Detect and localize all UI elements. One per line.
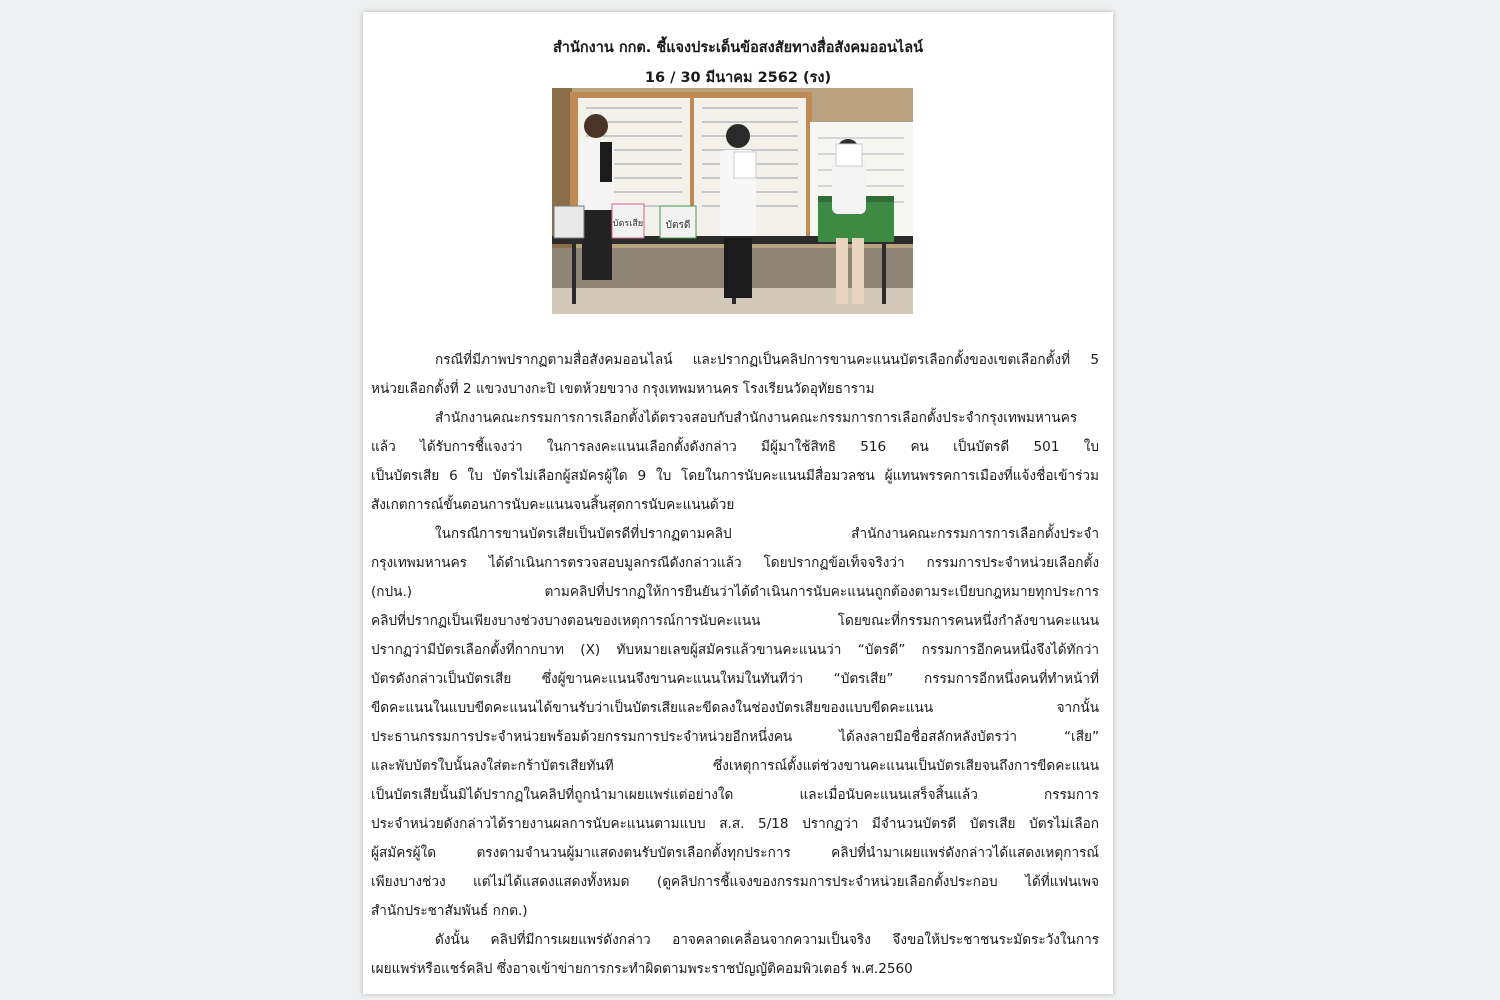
document-page [363, 12, 1113, 994]
paragraph-line: และพับบัตรใบนั้นลงใส่ตะกร้าบัตรเสียทันที ซึ่งเหตุการณ์ตั้งแต่ช่วงขานคะแนนเป็นบัตรเสียจนถึงการขีดคะแนน [371, 758, 1099, 774]
paragraph-line: แล้ว ได้รับการชี้แจงว่า ในการลงคะแนนเลือกตั้งดังกล่าว มีผู้มาใช้สิทธิ 516 คน เป็นบัตรดี 501 ใบ [371, 439, 1099, 455]
paragraph-line: เป็นบัตรเสีย 6 ใบ บัตรไม่เลือกผู้สมัครผู้ใด 9 ใบ โดยในการนับคะแนนมีสื่อมวลชน ผู้แทนพรรคการเมืองที่แจ้งชื่อเข้าร่วม [371, 468, 1099, 484]
paragraph-line: (กปน.) ตามคลิปที่ปรากฏให้การยืนยันว่าได้ดำเนินการนับคะแนนถูกต้องตามระเบียบกฎหมายทุกประการ [371, 584, 1099, 600]
ballot-box-label-invalid: บัตรเสีย [612, 219, 644, 229]
vote-counting-photo-image [552, 88, 913, 314]
paragraph-line: ประจำหน่วยดังกล่าวได้รายงานผลการนับคะแนนตามแบบ ส.ส. 5/18 ปรากฏว่า มีจำนวนบัตรดี บัตรเสีย บัตรไม่เลือก [371, 816, 1099, 832]
paragraph-line: สำนักงานคณะกรรมการการเลือกตั้งได้ตรวจสอบกับสำนักงานคณะกรรมการการเลือกตั้งประจำกรุงเทพมหานคร [435, 410, 1078, 426]
paragraph-line: ขีดคะแนนในแบบขีดคะแนนได้ขานรับว่าเป็นบัตรเสียและขีดลงในช่องบัตรเสียของแบบขีดคะแนน จากนั้น [371, 700, 1099, 716]
paragraph-line: ผู้สมัครผู้ใด ตรงตามจำนวนผู้มาแสดงตนรับบัตรเลือกตั้งทุกประการ คลิปที่นำมาเผยแพร่ดังกล่าวได้แสดงเหตุการณ์ [371, 845, 1099, 861]
paragraph-line: สังเกตการณ์ขั้นตอนการนับคะแนนจนสิ้นสุดการนับคะแนนด้วย [371, 497, 735, 513]
paragraph-line: กรุงเทพมหานคร ได้ดำเนินการตรวจสอบมูลกรณีดังกล่าวแล้ว โดยปรากฏข้อเท็จจริงว่า กรรมการประจำหน่วยเลือกตั้ง [371, 555, 1099, 571]
paragraph-line: กรณีที่มีภาพปรากฏตามสื่อสังคมออนไลน์ และปรากฏเป็นคลิปการขานคะแนนบัตรเลือกตั้งของเขตเลือกตั้งที่ 5 [435, 352, 1099, 368]
paragraph-line: ปรากฏว่ามีบัตรเลือกตั้งที่กากบาท (X) ทับหมายเลขผู้สมัครแล้วขานคะแนนว่า “บัตรดี” กรรมการอีกคนหนึ่งจึงได้ทักว่า [371, 642, 1099, 658]
paragraph-line: ดังนั้น คลิปที่มีการเผยแพร่ดังกล่าว อาจคลาดเคลื่อนจากความเป็นจริง จึงขอให้ประชาชนระมัดระวังในการ [435, 932, 1099, 948]
paragraph-line: บัตรดังกล่าวเป็นบัตรเสีย ซึ่งผู้ขานคะแนนจึงขานคะแนนใหม่ในทันทีว่า “บัตรเสีย” กรรมการอีกหนึ่งคนที่ทำหน้าที่ [371, 671, 1099, 687]
paragraph-line: ในกรณีการขานบัตรเสียเป็นบัตรดีที่ปรากฏตามคลิป สำนักงานคณะกรรมการการเลือกตั้งประจำ [435, 526, 1099, 542]
paragraph-line: เผยแพร่หรือแชร์คลิป ซึ่งอาจเข้าข่ายการกระทำผิดตามพระราชบัญญัติคอมพิวเตอร์ พ.ศ.2560 [371, 961, 913, 977]
paragraph-line: เป็นบัตรเสียนั้นมิได้ปรากฏในคลิปที่ถูกนำมาเผยแพร่แต่อย่างใด และเมื่อนับคะแนนเสร็จสิ้นแล้ว กรรมการ [371, 787, 1099, 803]
paragraph-line: ประธานกรรมการประจำหน่วยพร้อมด้วยกรรมการประจำหน่วยอีกหนึ่งคน ได้ลงลายมือชื่อสลักหลังบัตรว่า “เสีย” [371, 729, 1099, 745]
document-date: 16 / 30 มีนาคม 2562 (รง) [644, 70, 832, 86]
document-title: สำนักงาน กกต. ชี้แจงประเด็นข้อสงสัยทางสื่อสังคมออนไลน์ [552, 40, 924, 56]
paragraph-line: เพียงบางช่วง แต่ไม่ได้แสดงแสดงทั้งหมด (ดูคลิปการชี้แจงของกรรมการประจำหน่วยเลือกตั้งประกอบ ได้ที่แฟนเพจ [371, 874, 1099, 890]
paragraph-line: คลิปที่ปรากฏเป็นเพียงบางช่วงบางตอนของเหตุการณ์การนับคะแนน โดยขณะที่กรรมการคนหนึ่งกำลังขานคะแนน [371, 613, 1099, 629]
paragraph-line: หน่วยเลือกตั้งที่ 2 แขวงบางกะปิ เขตห้วยขวาง กรุงเทพมหานคร โรงเรียนวัดอุทัยธาราม [371, 381, 875, 397]
vote-counting-photo [552, 88, 913, 314]
paragraph-line: สำนักประชาสัมพันธ์ กกต.) [371, 903, 528, 919]
ballot-box-label-valid: บัตรดี [665, 220, 691, 231]
